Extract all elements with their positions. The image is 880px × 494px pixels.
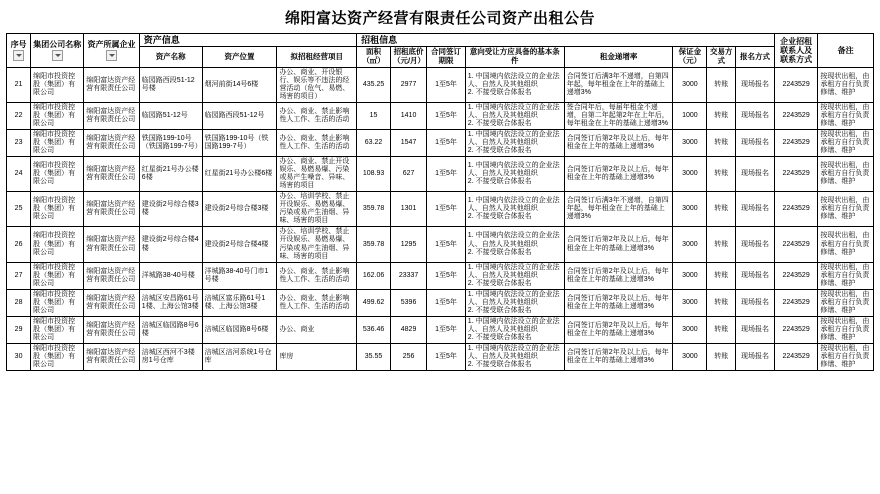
col-header-signup-mode: 报名方式 (736, 47, 775, 67)
cell-seq: 21 (7, 67, 31, 102)
cell-trade-mode: 转账 (707, 129, 736, 156)
cell-seq: 24 (7, 157, 31, 192)
cell-contract-term: 1至5年 (427, 289, 466, 316)
col-header-base-price: 招租底价（元/月） (390, 47, 426, 67)
cell-rent-increase: 签合同年后，每届年租金不递增，自第二年起第2年在上年后，每年租金在上年的基础上递增3% (564, 102, 673, 129)
cell-contact: 2243529 (774, 157, 817, 192)
cell-asset-name: 红星街21号办公楼6楼 (139, 157, 202, 192)
cell-owner: 绵阳富达资产经营有限责任公司 (84, 192, 140, 227)
cell-remark: 按现状出租，由承租方自行负责修缮、维护 (818, 157, 874, 192)
cell-remark: 按现状出租，由承租方自行负责修缮、维护 (818, 129, 874, 156)
cell-deposit: 3000 (673, 289, 707, 316)
cell-contact: 2243529 (774, 192, 817, 227)
cell-seq: 25 (7, 192, 31, 227)
group-header-rent-info: 招租信息 (357, 34, 775, 47)
cell-project: 办公、商业、禁止影响性人工作、生活的活动 (277, 102, 357, 129)
cell-group-company: 绵阳市投资控股（集团）有限公司 (31, 129, 84, 156)
cell-area: 63.22 (357, 129, 391, 156)
cell-deposit: 3000 (673, 316, 707, 343)
page-title: 绵阳富达资产经营有限责任公司资产出租公告 (284, 10, 595, 27)
cell-contact: 2243529 (774, 316, 817, 343)
cell-asset-name: 涪城区临园路8号6楼 (139, 316, 202, 343)
filter-dropdown-icon[interactable] (52, 50, 63, 61)
asset-rental-table (6, 33, 874, 371)
cell-owner: 绵阳富达资产经营有限责任公司 (84, 344, 140, 371)
cell-rent-increase: 合同签订后第2年及以上后，每年租金在上年的基础上递增3% (564, 316, 673, 343)
col-header-rent-increase: 租金递增率 (564, 47, 673, 67)
cell-project: 办公、培训学校、禁止开设娱乐、易燃易爆、污染或易产生油烟、异味、场害的项目 (277, 192, 357, 227)
cell-rent-increase: 合同签订后第2年及以上后，每年租金在上年的基础上递增3% (564, 129, 673, 156)
cell-asset-name: 建设街2号综合楼3楼 (139, 192, 202, 227)
table-header (7, 34, 874, 68)
cell-base-price: 2977 (390, 67, 426, 102)
cell-group-company: 绵阳市投资控股（集团）有限公司 (31, 192, 84, 227)
cell-seq: 26 (7, 227, 31, 262)
cell-area: 435.25 (357, 67, 391, 102)
cell-signup-mode: 现场报名 (736, 262, 775, 289)
cell-base-price: 1301 (390, 192, 426, 227)
cell-owner: 绵阳富达资产经营有限责任公司 (84, 227, 140, 262)
col-header-seq: 序号 (7, 34, 31, 68)
cell-rent-increase: 合同签订后第2年及以上后，每年租金在上年的基础上递增3% (564, 227, 673, 262)
cell-deposit: 3000 (673, 157, 707, 192)
table-row (7, 102, 874, 129)
cell-remark: 按现状出租，由承租方自行负责修缮、维护 (818, 316, 874, 343)
cell-group-company: 绵阳市投资控股（集团）有限公司 (31, 102, 84, 129)
cell-area: 359.78 (357, 227, 391, 262)
cell-contact: 2243529 (774, 129, 817, 156)
cell-basic-conditions: 1. 中国境内依法设立的企业法人、自然人及其他组织 2. 不接受联合体报名 (465, 157, 564, 192)
cell-signup-mode: 现场报名 (736, 289, 775, 316)
cell-signup-mode: 现场报名 (736, 316, 775, 343)
cell-seq: 29 (7, 316, 31, 343)
cell-deposit: 3000 (673, 344, 707, 371)
cell-rent-increase: 合同签订后第2年及以上后，每年租金在上年的基础上递增3% (564, 344, 673, 371)
group-header-asset-info: 资产信息 (139, 34, 356, 47)
cell-asset-location: 红星街21号办公楼6楼 (202, 157, 277, 192)
cell-deposit: 3000 (673, 227, 707, 262)
cell-project: 办公、商业、禁止开设娱乐、易燃易爆、污染或易产生噪音、异味、场害的项目 (277, 157, 357, 192)
table-group-header-row (7, 34, 874, 47)
col-header-remark: 备注 (818, 34, 874, 68)
cell-area: 15 (357, 102, 391, 129)
table-row (7, 289, 874, 316)
cell-trade-mode: 转账 (707, 344, 736, 371)
cell-owner: 绵阳富达资产经营有限责任公司 (84, 102, 140, 129)
cell-owner: 绵阳富达资产经营有限责任公司 (84, 316, 140, 343)
cell-contract-term: 1至5年 (427, 316, 466, 343)
cell-contract-term: 1至5年 (427, 192, 466, 227)
cell-project: 办公、商业 (277, 316, 357, 343)
cell-signup-mode: 现场报名 (736, 227, 775, 262)
cell-basic-conditions: 1. 中国境内依法设立的企业法人、自然人及其他组织 2. 不接受联合体报名 (465, 344, 564, 371)
cell-contact: 2243529 (774, 227, 817, 262)
cell-asset-location: 建设街2号综合楼4楼 (202, 227, 277, 262)
cell-rent-increase: 合同签订后第2年及以上后，每年租金在上年的基础上递增3% (564, 262, 673, 289)
cell-contract-term: 1至5年 (427, 102, 466, 129)
cell-rent-increase: 合同签订后第2年及以上后，每年租金在上年的基础上递增3% (564, 157, 673, 192)
cell-project: 办公、商业、禁止影响性人工作、生活的活动 (277, 289, 357, 316)
col-header-contact: 企业招租联系人及联系方式 (774, 34, 817, 68)
cell-seq: 28 (7, 289, 31, 316)
col-header-asset-name: 资产名称 (139, 47, 202, 67)
cell-signup-mode: 现场报名 (736, 157, 775, 192)
cell-remark: 按现状出租，由承租方自行负责修缮、维护 (818, 102, 874, 129)
col-header-basic-conditions: 意向受让方应具备的基本条件 (465, 47, 564, 67)
cell-group-company: 绵阳市投资控股（集团）有限公司 (31, 262, 84, 289)
cell-project: 办公、商业、禁止影响性人工作、生活的活动 (277, 262, 357, 289)
cell-contact: 2243529 (774, 102, 817, 129)
cell-asset-name: 建设街2号综合楼4楼 (139, 227, 202, 262)
cell-asset-location: 洋城路38-40号门市1号楼 (202, 262, 277, 289)
cell-area: 108.93 (357, 157, 391, 192)
cell-trade-mode: 转账 (707, 316, 736, 343)
cell-asset-location: 烟河前街14号6楼 (202, 67, 277, 102)
table-row (7, 344, 874, 371)
cell-deposit: 3000 (673, 129, 707, 156)
cell-rent-increase: 合同签订后第2年及以上后，每年租金在上年的基础上递增3% (564, 289, 673, 316)
cell-basic-conditions: 1. 中国境内依法设立的企业法人、自然人及其他组织 2. 不接受联合体报名 (465, 316, 564, 343)
table-row (7, 316, 874, 343)
cell-base-price: 1295 (390, 227, 426, 262)
cell-signup-mode: 现场报名 (736, 192, 775, 227)
col-header-project: 拟招租经营项目 (277, 47, 357, 67)
cell-basic-conditions: 1. 中国境内依法设立的企业法人、自然人及其他组织 2. 不接受联合体报名 (465, 227, 564, 262)
col-header-area: 面积（㎡） (357, 47, 391, 67)
col-header-owner: 资产所属企业 (84, 34, 140, 68)
table-row (7, 227, 874, 262)
table-row (7, 157, 874, 192)
col-header-contract-term: 合同签订期限 (427, 47, 466, 67)
cell-area: 35.55 (357, 344, 391, 371)
cell-trade-mode: 转账 (707, 289, 736, 316)
cell-base-price: 256 (390, 344, 426, 371)
cell-area: 359.78 (357, 192, 391, 227)
cell-contract-term: 1至5年 (427, 344, 466, 371)
cell-trade-mode: 转账 (707, 102, 736, 129)
cell-owner: 绵阳富达资产经营有限责任公司 (84, 67, 140, 102)
cell-area: 536.46 (357, 316, 391, 343)
cell-signup-mode: 现场报名 (736, 67, 775, 102)
col-header-asset-location: 资产位置 (202, 47, 277, 67)
cell-asset-location: 建设街2号综合楼3楼 (202, 192, 277, 227)
cell-asset-location: 铁国路199-10号（铁国路199-7号） (202, 129, 277, 156)
cell-rent-increase: 合同签订后满3年不递增，自第四年起，每年租金在上年的基础上递增3% (564, 192, 673, 227)
cell-base-price: 1547 (390, 129, 426, 156)
cell-asset-name: 涪城区西河不3楼房1号仓库 (139, 344, 202, 371)
cell-contact: 2243529 (774, 344, 817, 371)
cell-group-company: 绵阳市投资控股（集团）有限公司 (31, 344, 84, 371)
cell-basic-conditions: 1. 中国境内依法设立的企业法人、自然人及其他组织 2. 不接受联合体报名 (465, 67, 564, 102)
cell-owner: 绵阳富达资产经营有限责任公司 (84, 157, 140, 192)
cell-asset-name: 洋城路38-40号楼 (139, 262, 202, 289)
cell-remark: 按现状出租，由承租方自行负责修缮、维护 (818, 289, 874, 316)
cell-signup-mode: 现场报名 (736, 102, 775, 129)
cell-contact: 2243529 (774, 262, 817, 289)
cell-asset-name: 铁国路199-10号（铁国路199-7号） (139, 129, 202, 156)
cell-base-price: 627 (390, 157, 426, 192)
cell-asset-location: 涪城区富乐路61号1楼、上海公馆3楼 (202, 289, 277, 316)
cell-asset-name: 临园路51-12号 (139, 102, 202, 129)
cell-group-company: 绵阳市投资控股（集团）有限公司 (31, 316, 84, 343)
cell-signup-mode: 现场报名 (736, 129, 775, 156)
cell-deposit: 3000 (673, 67, 707, 102)
cell-seq: 27 (7, 262, 31, 289)
cell-group-company: 绵阳市投资控股（集团）有限公司 (31, 157, 84, 192)
cell-trade-mode: 转账 (707, 192, 736, 227)
cell-contract-term: 1至5年 (427, 227, 466, 262)
cell-trade-mode: 转账 (707, 67, 736, 102)
cell-trade-mode: 转账 (707, 227, 736, 262)
cell-base-price: 5396 (390, 289, 426, 316)
cell-basic-conditions: 1. 中国境内依法设立的企业法人、自然人及其他组织 2. 不接受联合体报名 (465, 192, 564, 227)
cell-asset-name: 涪城区安昌路61号1楼、上海公馆3楼 (139, 289, 202, 316)
cell-remark: 按现状出租，由承租方自行负责修缮、维护 (818, 192, 874, 227)
col-header-deposit: 保证金（元） (673, 47, 707, 67)
cell-group-company: 绵阳市投资控股（集团）有限公司 (31, 227, 84, 262)
cell-base-price: 1410 (390, 102, 426, 129)
cell-owner: 绵阳富达资产经营有限责任公司 (84, 129, 140, 156)
col-header-trade-mode: 交易方式 (707, 47, 736, 67)
cell-asset-location: 涪城区临园路8号6楼 (202, 316, 277, 343)
filter-dropdown-icon[interactable] (106, 50, 117, 61)
cell-deposit: 3000 (673, 262, 707, 289)
cell-seq: 30 (7, 344, 31, 371)
cell-basic-conditions: 1. 中国境内依法设立的企业法人、自然人及其他组织 2. 不接受联合体报名 (465, 129, 564, 156)
cell-seq: 22 (7, 102, 31, 129)
cell-asset-name: 临园路西段51-12号楼 (139, 67, 202, 102)
cell-trade-mode: 转账 (707, 262, 736, 289)
cell-project: 办公、商业、禁止影响性人工作、生活的活动 (277, 129, 357, 156)
cell-basic-conditions: 1. 中国境内依法设立的企业法人、自然人及其他组织 2. 不接受联合体报名 (465, 262, 564, 289)
cell-asset-location: 涪城区涪河系统1号仓库 (202, 344, 277, 371)
cell-contact: 2243529 (774, 289, 817, 316)
table-row (7, 262, 874, 289)
cell-project: 办公、商业、开设银行、娱乐等不违法的经营活动（危气、易燃、场害的项目） (277, 67, 357, 102)
cell-owner: 绵阳富达资产经营有限责任公司 (84, 262, 140, 289)
cell-basic-conditions: 1. 中国境内依法设立的企业法人、自然人及其他组织 2. 不接受联合体报名 (465, 102, 564, 129)
cell-remark: 按现状出租，由承租方自行负责修缮、维护 (818, 344, 874, 371)
cell-area: 162.06 (357, 262, 391, 289)
table-row (7, 192, 874, 227)
table-row (7, 67, 874, 102)
cell-owner: 绵阳富达资产经营有限责任公司 (84, 289, 140, 316)
cell-contract-term: 1至5年 (427, 157, 466, 192)
cell-area: 499.62 (357, 289, 391, 316)
cell-contract-term: 1至5年 (427, 129, 466, 156)
cell-base-price: 4829 (390, 316, 426, 343)
filter-dropdown-icon[interactable] (13, 50, 24, 61)
cell-basic-conditions: 1. 中国境内依法设立的企业法人、自然人及其他组织 2. 不接受联合体报名 (465, 289, 564, 316)
cell-rent-increase: 合同签订后满3年不递增，自第四年起，每年租金在上年的基础上递增3% (564, 67, 673, 102)
cell-base-price: 23337 (390, 262, 426, 289)
cell-contract-term: 1至5年 (427, 262, 466, 289)
cell-project: 库房 (277, 344, 357, 371)
cell-deposit: 1000 (673, 102, 707, 129)
cell-seq: 23 (7, 129, 31, 156)
col-header-group-company: 集团公司名称 (31, 34, 84, 68)
table-row (7, 129, 874, 156)
cell-trade-mode: 转账 (707, 157, 736, 192)
cell-remark: 按现状出租，由承租方自行负责修缮、维护 (818, 227, 874, 262)
cell-group-company: 绵阳市投资控股（集团）有限公司 (31, 289, 84, 316)
table-body (7, 67, 874, 371)
cell-project: 办公、培训学校、禁止开设娱乐、易燃易爆、污染或易产生油烟、异味、场害的项目 (277, 227, 357, 262)
cell-contract-term: 1至5年 (427, 67, 466, 102)
cell-asset-location: 临园路西段51-12号 (202, 102, 277, 129)
cell-remark: 按现状出租，由承租方自行负责修缮、维护 (818, 262, 874, 289)
cell-contact: 2243529 (774, 67, 817, 102)
cell-remark: 按现状出租，由承租方自行负责修缮、维护 (818, 67, 874, 102)
cell-group-company: 绵阳市投资控股（集团）有限公司 (31, 67, 84, 102)
cell-deposit: 3000 (673, 192, 707, 227)
cell-signup-mode: 现场报名 (736, 344, 775, 371)
